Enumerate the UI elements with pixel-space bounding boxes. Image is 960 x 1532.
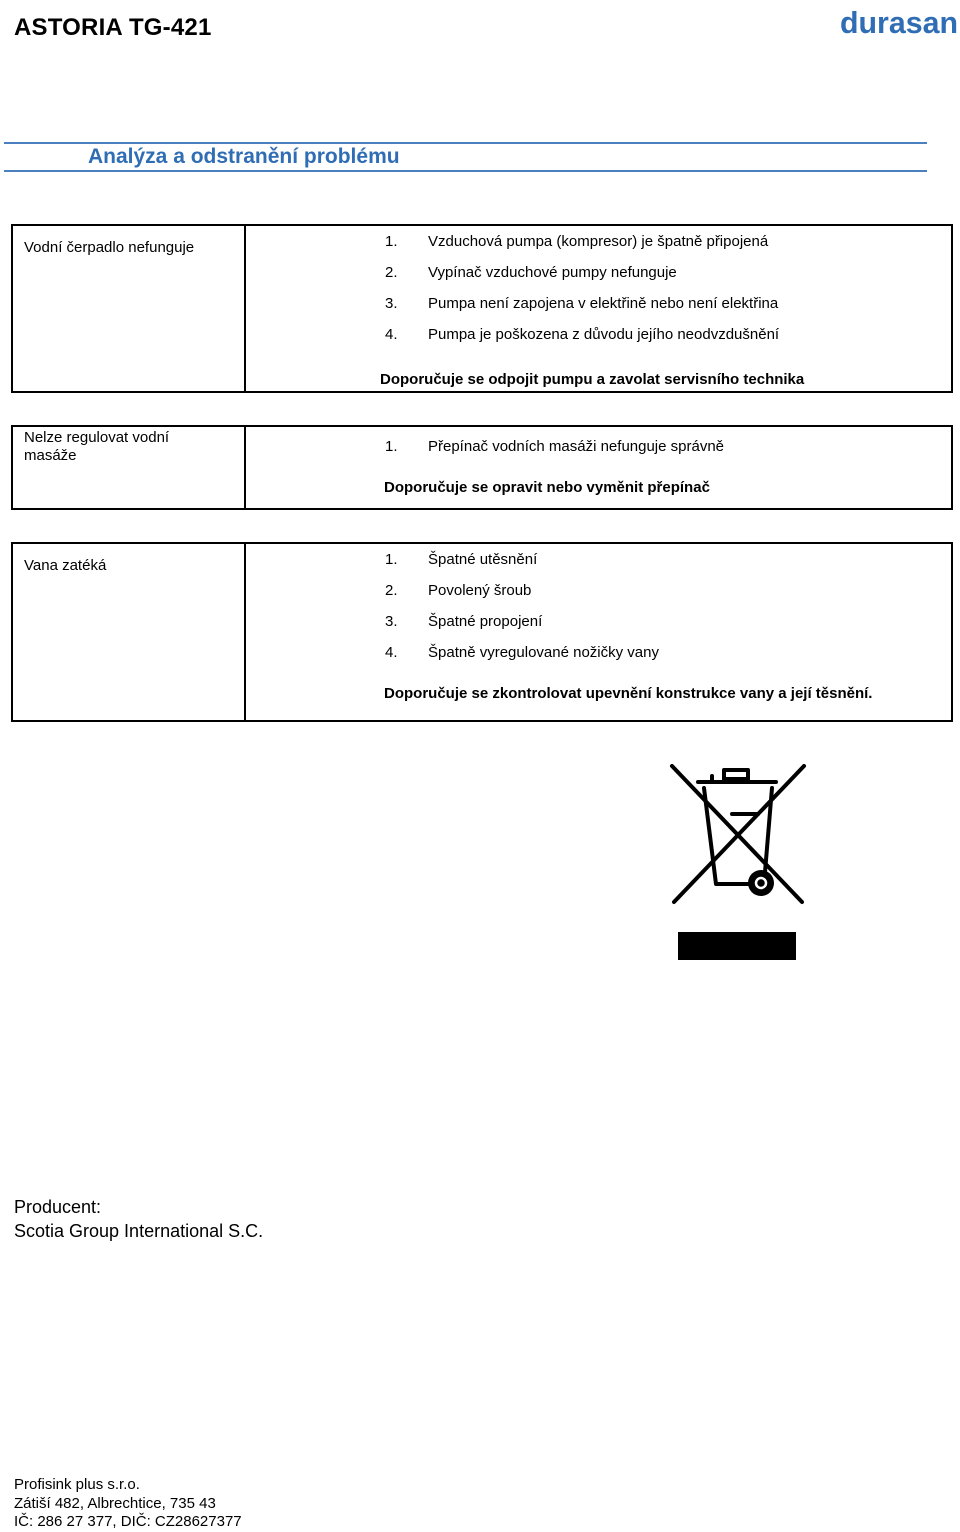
column-divider <box>244 427 246 508</box>
distributor-address: Zátiší 482, Albrechtice, 735 43 <box>14 1494 216 1512</box>
distributor-ids: IČ: 286 27 377, DIČ: CZ28627377 <box>14 1513 242 1530</box>
crossed-out-wheelie-bin-icon <box>668 764 808 964</box>
recommendation-text: Doporučuje se opravit nebo vyměnit přepínač <box>384 479 710 496</box>
problem-table-pump <box>11 224 953 393</box>
section-title: Analýza a odstranění problému <box>88 145 400 168</box>
possible-reasons-list <box>385 226 779 350</box>
heading-rule-bottom <box>4 170 927 172</box>
list-item: 4. Špatně vyregulované nožičky vany <box>385 644 659 661</box>
problem-cause: Vana zatéká <box>24 557 107 574</box>
distributor-block <box>14 1476 242 1532</box>
distributor-name: Profisink plus s.r.o. <box>14 1476 140 1493</box>
column-divider <box>244 544 246 720</box>
durasan-logo <box>840 4 958 38</box>
list-item: 1. Vzduchová pumpa (kompresor) je špatně připojená <box>385 233 769 250</box>
list-item: 1. Přepínač vodních masáži nefunguje správně <box>385 438 725 455</box>
column-divider <box>244 226 246 391</box>
document-model-title: ASTORIA TG-421 <box>14 14 212 41</box>
list-item: 3. Špatné propojení <box>385 613 543 630</box>
producer-block <box>14 1195 263 1243</box>
possible-reasons-list <box>385 431 724 462</box>
producer-name: Scotia Group International S.C. <box>14 1221 264 1241</box>
possible-reasons-list <box>385 544 659 668</box>
logo-wordmark: durasan <box>840 5 958 38</box>
list-item: 3. Pumpa není zapojena v elektřině nebo není elektřina <box>385 295 779 312</box>
producer-label: Producent: <box>14 1197 102 1217</box>
recommendation-text: Doporučuje se zkontrolovat upevnění konstrukce vany a její těsnění. <box>384 685 873 702</box>
problem-cause: Vodní čerpadlo nefunguje <box>24 239 195 256</box>
problem-cause: Nelze regulovat vodní masáže <box>24 429 170 464</box>
list-item: 1. Špatné utěsnění <box>385 551 538 568</box>
heading-rule-top <box>4 142 927 144</box>
list-item: 4. Pumpa je poškozena z důvodu jejího neodvzdušnění <box>385 326 780 343</box>
list-item: 2. Vypínač vzduchové pumpy nefunguje <box>385 264 677 281</box>
recommendation-text: Doporučuje se odpojit pumpu a zavolat servisního technika <box>380 371 805 388</box>
list-item: 2. Povolený šroub <box>385 582 532 599</box>
problem-table-leak <box>11 542 953 722</box>
problem-table-massage <box>11 425 953 510</box>
